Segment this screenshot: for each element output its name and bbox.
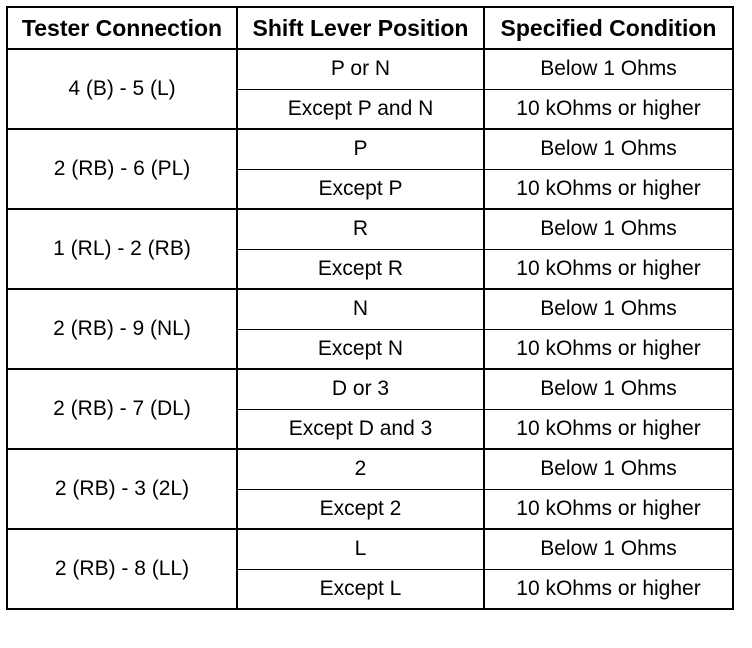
header-shift-lever-position: Shift Lever Position (237, 7, 484, 49)
shift-lever-position-cell: P (237, 129, 484, 169)
shift-lever-position-cell: L (237, 529, 484, 569)
table-row (7, 289, 733, 329)
table-row (7, 209, 733, 249)
tester-connection-cell: 2 (RB) - 6 (PL) (7, 129, 237, 209)
shift-lever-position-cell: Except P (237, 169, 484, 209)
shift-lever-position-cell: R (237, 209, 484, 249)
specified-condition-cell: Below 1 Ohms (484, 529, 733, 569)
table-row (7, 129, 733, 169)
header-row (7, 7, 733, 49)
specified-condition-cell: 10 kOhms or higher (484, 249, 733, 289)
tester-connection-cell: 2 (RB) - 9 (NL) (7, 289, 237, 369)
specified-condition-cell: Below 1 Ohms (484, 209, 733, 249)
shift-lever-position-cell: Except L (237, 569, 484, 609)
specified-condition-cell: Below 1 Ohms (484, 289, 733, 329)
switch-continuity-table (6, 6, 734, 610)
table-row (7, 49, 733, 89)
specified-condition-cell: Below 1 Ohms (484, 449, 733, 489)
tester-connection-cell: 2 (RB) - 3 (2L) (7, 449, 237, 529)
shift-lever-position-cell: Except R (237, 249, 484, 289)
specified-condition-cell: 10 kOhms or higher (484, 569, 733, 609)
specified-condition-cell: 10 kOhms or higher (484, 329, 733, 369)
specified-condition-cell: 10 kOhms or higher (484, 169, 733, 209)
specified-condition-cell: 10 kOhms or higher (484, 489, 733, 529)
shift-lever-position-cell: N (237, 289, 484, 329)
shift-lever-position-cell: P or N (237, 49, 484, 89)
shift-lever-position-cell: 2 (237, 449, 484, 489)
table-row (7, 529, 733, 569)
shift-lever-position-cell: Except N (237, 329, 484, 369)
specified-condition-cell: Below 1 Ohms (484, 369, 733, 409)
tester-connection-cell: 2 (RB) - 8 (LL) (7, 529, 237, 609)
table-row (7, 449, 733, 489)
tester-connection-cell: 4 (B) - 5 (L) (7, 49, 237, 129)
header-tester-connection: Tester Connection (7, 7, 237, 49)
specified-condition-cell: 10 kOhms or higher (484, 409, 733, 449)
specified-condition-cell: Below 1 Ohms (484, 49, 733, 89)
tester-connection-cell: 1 (RL) - 2 (RB) (7, 209, 237, 289)
shift-lever-position-cell: Except P and N (237, 89, 484, 129)
shift-lever-position-cell: Except 2 (237, 489, 484, 529)
tester-connection-cell: 2 (RB) - 7 (DL) (7, 369, 237, 449)
specified-condition-cell: Below 1 Ohms (484, 129, 733, 169)
specified-condition-cell: 10 kOhms or higher (484, 89, 733, 129)
table-row (7, 369, 733, 409)
shift-lever-position-cell: Except D and 3 (237, 409, 484, 449)
shift-lever-position-cell: D or 3 (237, 369, 484, 409)
header-specified-condition: Specified Condition (484, 7, 733, 49)
